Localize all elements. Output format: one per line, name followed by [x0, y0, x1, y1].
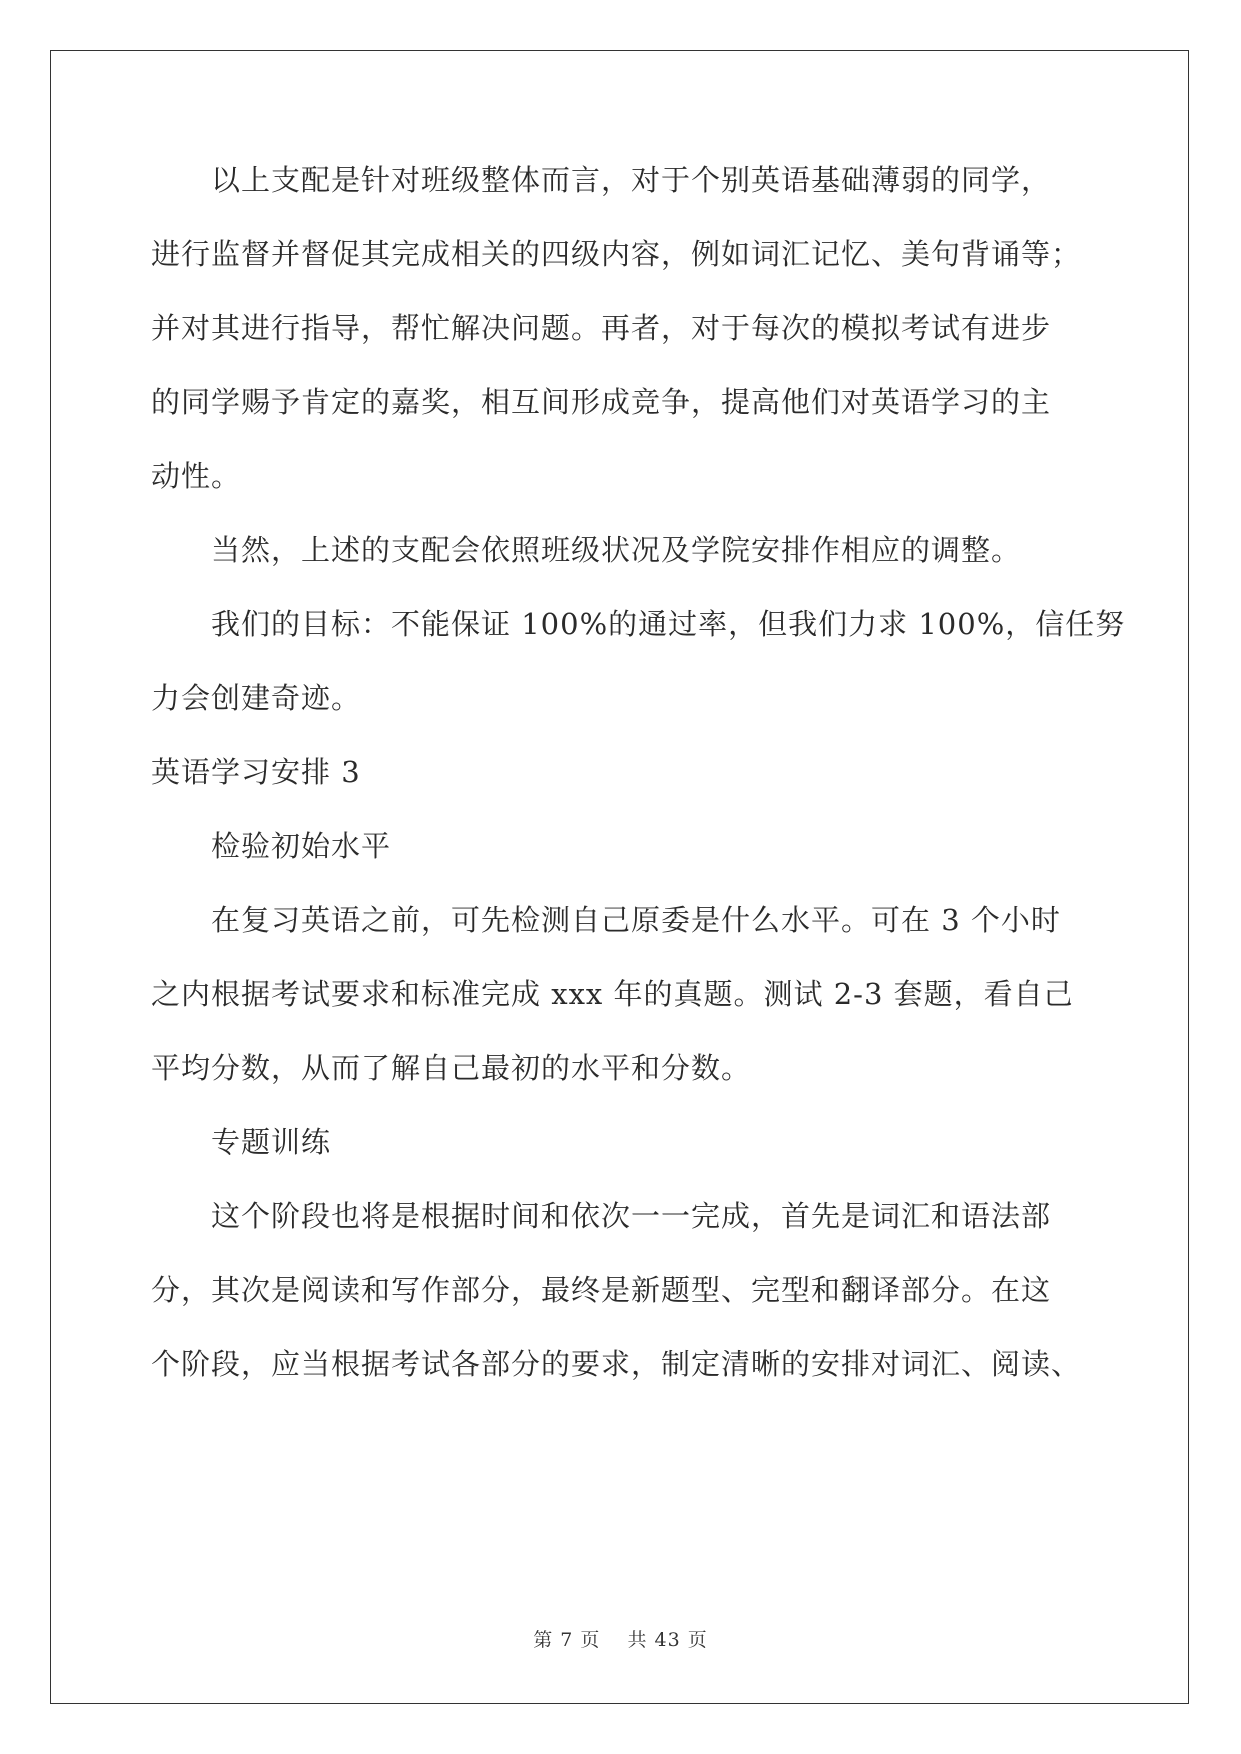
page-border	[50, 50, 1189, 1704]
text-line: 的同学赐予肯定的嘉奖，相互间形成竞争，提高他们对英语学习的主	[151, 385, 1052, 419]
text-line: 以上支配是针对班级整体而言，对于个别英语基础薄弱的同学，	[151, 163, 1052, 197]
text-line: 个阶段，应当根据考试各部分的要求，制定清晰的安排对词汇、阅读、	[151, 1347, 1082, 1381]
text-line: 并对其进行指导，帮忙解决问题。再者，对于每次的模拟考试有进步	[151, 311, 1052, 345]
text-line: 在复习英语之前，可先检测自己原委是什么水平。可在 3 个小时	[151, 903, 1061, 937]
text-line: 之内根据考试要求和标准完成 xxx 年的真题。测试 2-3 套题，看自己	[151, 977, 1074, 1011]
text-line: 动性。	[151, 459, 242, 493]
subheading: 专题训练	[151, 1125, 332, 1159]
section-heading: 英语学习安排 3	[151, 755, 361, 789]
subheading: 检验初始水平	[151, 829, 392, 863]
text-line: 我们的目标：不能保证 100%的通过率，但我们力求 100%，信任努	[151, 607, 1126, 641]
page-number-footer: 第 7 页 共 43 页	[533, 1629, 708, 1651]
text-line: 当然，上述的支配会依照班级状况及学院安排作相应的调整。	[151, 533, 1022, 567]
text-line: 进行监督并督促其完成相关的四级内容，例如词汇记忆、美句背诵等；	[151, 237, 1082, 271]
text-line: 分，其次是阅读和写作部分，最终是新题型、完型和翻译部分。在这	[151, 1273, 1052, 1307]
text-line: 这个阶段也将是根据时间和依次一一完成，首先是词汇和语法部	[151, 1199, 1052, 1233]
text-line: 力会创建奇迹。	[151, 681, 362, 715]
text-line: 平均分数，从而了解自己最初的水平和分数。	[151, 1051, 752, 1085]
